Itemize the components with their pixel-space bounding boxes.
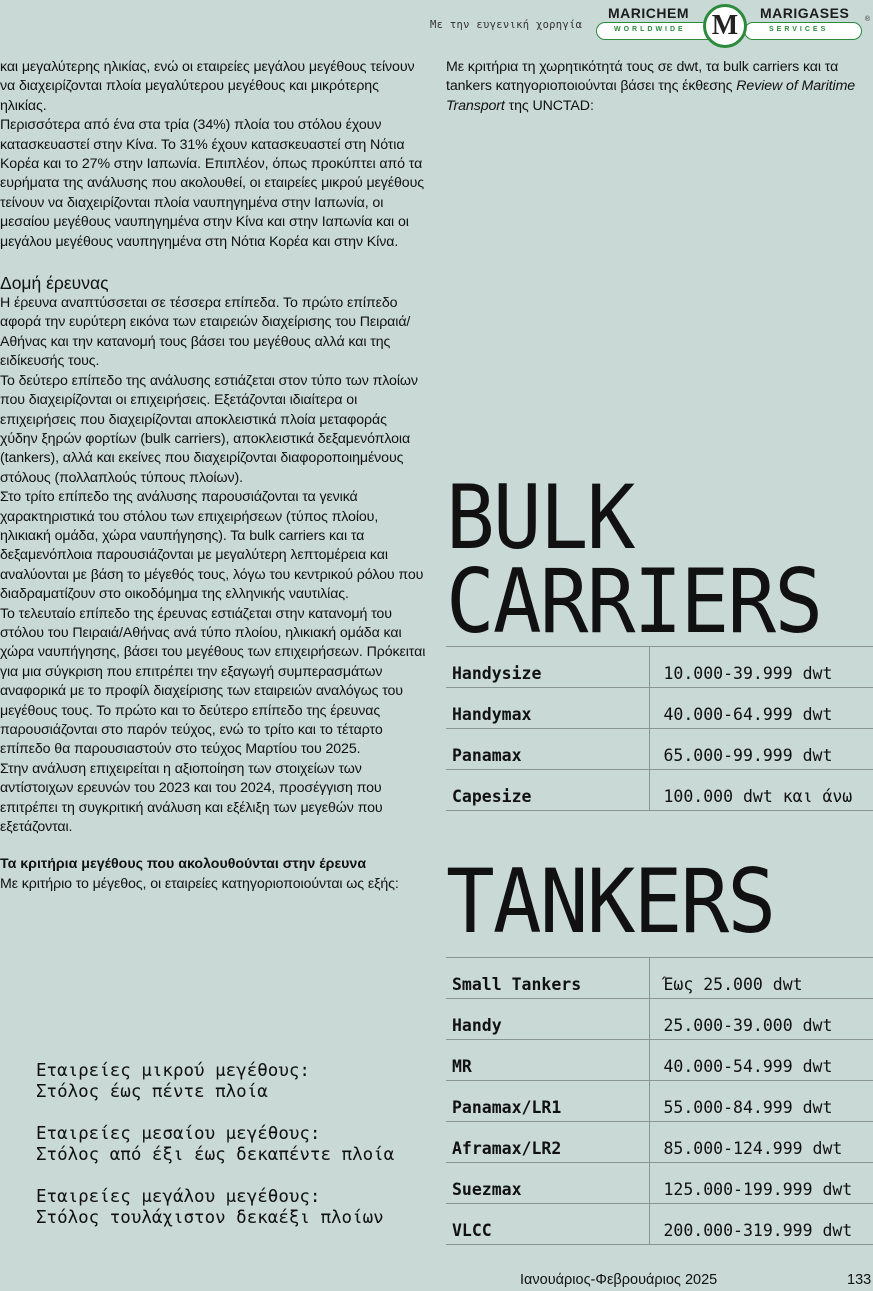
dwt-range: 100.000 dwt και άνω — [649, 770, 873, 811]
sponsor-text: Με την ευγενική χορηγία — [430, 19, 583, 31]
size-group-label: Εταιρείες μεγάλου μεγέθους: — [36, 1187, 321, 1207]
criteria-subheading: Τα κριτήρια μεγέθους που ακολουθούνται στην έρευνα — [0, 856, 367, 873]
table-row — [446, 1081, 873, 1122]
report-title: Review of Maritime Transport — [446, 78, 856, 114]
vessel-class: Handy — [446, 999, 649, 1040]
logo-badge — [703, 4, 747, 48]
table-row — [446, 1122, 873, 1163]
table-row — [446, 999, 873, 1040]
paragraph-6: Το τελευταίο επίπεδο της έρευνας εστιάζεται στην κατανομή του στόλου του Πειραιά/Αθήνας ανά τύπο πλοίου, ηλικιακή ομάδα και χώρα ναυπήγησης, βάσει του μεγέθους των επιχειρήσεων. Πρόκειται για μια σύγκριση που επιτρέπει την εξαγωγή συμπερασμάτων αναφορικά με το προφίλ διαχείρισης των εταιρειών αναλόγως του μεγέθους τους. Το πρώτο και το δεύτερο επίπεδο της έρευνας παρουσιάζονται στο παρόν τεύχος, ενώ το τρίτο και το τέταρτο επίπεδο θα παρουσιαστούν στο τεύχος Μαρτίου του 2025. — [0, 605, 426, 758]
logo-sub-left: WORLDWIDE — [614, 26, 686, 33]
tankers-title: TANKERS — [446, 850, 775, 953]
vessel-class: VLCC — [446, 1204, 649, 1245]
page-number: 133 — [847, 1272, 872, 1288]
table-row — [446, 1040, 873, 1081]
section-heading: Δομή έρευνας — [0, 273, 109, 294]
dwt-range: 10.000-39.999 dwt — [649, 647, 873, 688]
paragraph-4: Το δεύτερο επίπεδο της ανάλυσης εστιάζεται στον τύπο των πλοίων που διαχειρίζονται οι επιχειρήσεις. Εξετάζονται ιδιαίτερα οι επιχειρήσεις που διαχειρίζονται αποκλειστικά πλοία μεταφοράς χύδην ξηρών φορτίων (bulk carriers), αποκλειστικά δεξαμενόπλοια (tankers), αλλά και εκείνες που διαχειρίζονται διαφοροποιημένους στόλους (πολλαπλούς τύπους πλοίων). — [0, 372, 418, 486]
right-intro-b: της UNCTAD: — [504, 97, 594, 114]
right-intro-a: Με κριτήρια τη χωρητικότητά τους σε dwt, τα bulk carriers και τα tankers κατηγοριοποιούνται βάσει της έκθεσης — [446, 59, 839, 95]
logo-registered-mark: ® — [864, 16, 870, 23]
size-group-large — [36, 1187, 456, 1229]
vessel-class: Aframax/LR2 — [446, 1122, 649, 1163]
vessel-class: Handymax — [446, 688, 649, 729]
size-group-medium — [36, 1124, 456, 1166]
table-row — [446, 958, 873, 999]
table-row — [446, 1163, 873, 1204]
vessel-class: MR — [446, 1040, 649, 1081]
table-row — [446, 647, 873, 688]
size-group-desc: Στόλος έως πέντε πλοία — [36, 1082, 268, 1102]
table-row — [446, 770, 873, 811]
vessel-class: Suezmax — [446, 1163, 649, 1204]
issue-date: Ιανουάριος-Φεβρουάριος 2025 — [520, 1272, 718, 1288]
dwt-range: Έως 25.000 dwt — [649, 958, 873, 999]
table-row — [446, 1204, 873, 1245]
right-intro — [446, 58, 873, 116]
dwt-range: 25.000-39.000 dwt — [649, 999, 873, 1040]
dwt-range: 85.000-124.999 dwt — [649, 1122, 873, 1163]
vessel-class: Panamax/LR1 — [446, 1081, 649, 1122]
logo-brand-right: MARIGASES — [760, 5, 850, 21]
bulk-carriers-table — [446, 646, 873, 811]
left-column — [0, 58, 427, 894]
size-group-small — [36, 1061, 456, 1103]
table-row — [446, 688, 873, 729]
logo-sub-right: SERVICES — [769, 26, 829, 33]
vessel-class: Capesize — [446, 770, 649, 811]
dwt-range: 200.000-319.999 dwt — [649, 1204, 873, 1245]
paragraph-2: Περισσότερα από ένα στα τρία (34%) πλοία του στόλου έχουν κατασκευαστεί στην Κίνα. Το 31% έχουν κατασκευαστεί στη Νότια Κορέα και το 27% στην Ιαπωνία. Επιπλέον, όπως προκύπτει από τα ευρήματα της ανάλυσης που ακολουθεί, οι εταιρείες μικρού μεγέθους τείνουν να διαχειρίζονται πλοία ναυπηγημένα στην Ιαπωνία, οι μεσαίου μεγέθους ναυπηγημένα στην Κίνα και στην Ιαπωνία και οι μεγάλου μεγέθους ναυπηγημένα στη Νότια Κορέα και στην Κίνα. — [0, 117, 424, 250]
size-group-label: Εταιρείες μικρού μεγέθους: — [36, 1061, 310, 1081]
size-group-desc: Στόλος από έξι έως δεκαπέντε πλοία — [36, 1145, 395, 1165]
dwt-range: 55.000-84.999 dwt — [649, 1081, 873, 1122]
vessel-class: Handysize — [446, 647, 649, 688]
dwt-range: 40.000-54.999 dwt — [649, 1040, 873, 1081]
vessel-class: Small Tankers — [446, 958, 649, 999]
logo-brand-left: MARICHEM — [608, 5, 689, 21]
bulk-title-line2: CARRIERS — [446, 550, 822, 653]
paragraph-3: Η έρευνα αναπτύσσεται σε τέσσερα επίπεδα. Το πρώτο επίπεδο αφορά την ευρύτερη εικόνα των εταιρειών διαχείρισης του Πειραιά/Αθήνας και την κατανομή τους βάσει του μεγέθους αλλά και της ειδίκευσής τους. — [0, 295, 411, 370]
table-row — [446, 729, 873, 770]
dwt-range: 65.000-99.999 dwt — [649, 729, 873, 770]
vessel-class: Panamax — [446, 729, 649, 770]
dwt-range: 125.000-199.999 dwt — [649, 1163, 873, 1204]
paragraph-1: και μεγαλύτερης ηλικίας, ενώ οι εταιρείες μεγάλου μεγέθους τείνουν να διαχειρίζονται πλοία μεγαλύτερου μεγέθους και μικρότερης ηλικίας. — [0, 59, 415, 114]
paragraph-7: Στην ανάλυση επιχειρείται η αξιοποίηση των στοιχείων των αντίστοιχων ερευνών του 2023 και του 2024, προσέγγιση που επιτρέπει τη συγκριτική ανάλυση και εξέλιξη των μεγεθών που εξετάζονται. — [0, 760, 383, 836]
right-column — [446, 58, 873, 116]
dwt-range: 40.000-64.999 dwt — [649, 688, 873, 729]
paragraph-5: Στο τρίτο επίπεδο της ανάλυσης παρουσιάζονται τα γενικά χαρακτηριστικά του στόλου των επιχειρήσεων (τύπος πλοίου, ηλικιακή ομάδα, χώρα ναυπήγησης). Τα bulk carriers και τα δεξαμενόπλοια παρουσιάζονται με μεγαλύτερη λεπτομέρεια και αναλύονται με βάση το μέγεθός τους, λόγω του κεντρικού ρόλου που διαδραματίζουν στο οικοδόμημα της ελληνικής ναυτιλίας. — [0, 489, 424, 603]
logo-mark: M — [711, 10, 739, 41]
size-group-label: Εταιρείες μεσαίου μεγέθους: — [36, 1124, 321, 1144]
size-group-desc: Στόλος τουλάχιστον δεκαέξι πλοίων — [36, 1208, 384, 1228]
size-groups — [36, 1061, 456, 1250]
tankers-table — [446, 957, 873, 1245]
paragraph-8: Με κριτήριο το μέγεθος, οι εταιρείες κατηγοριοποιούνται ως εξής: — [0, 875, 399, 892]
sponsor-logo — [594, 4, 870, 48]
bulk-title-line1: BULK — [446, 466, 634, 569]
